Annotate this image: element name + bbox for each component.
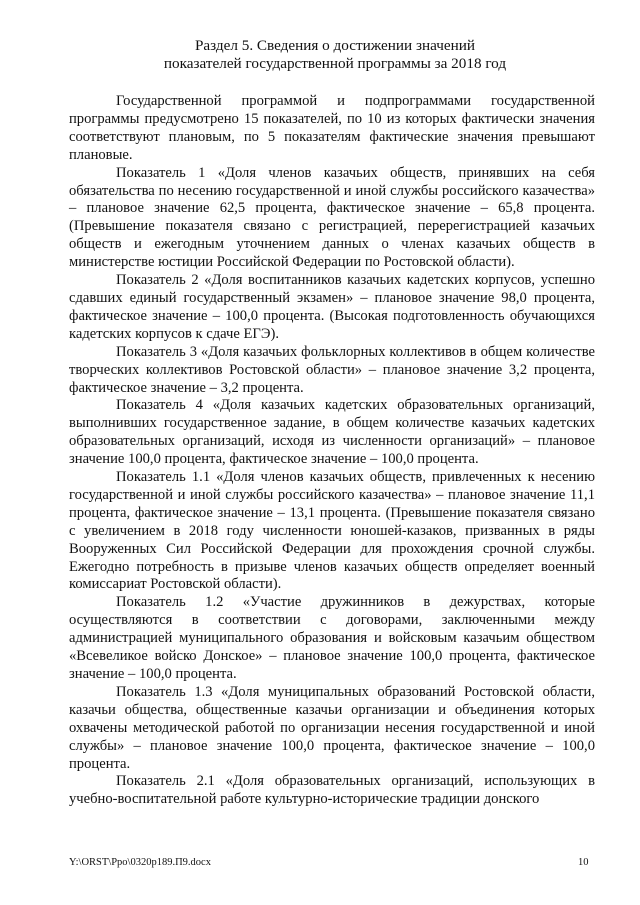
paragraph-indicator-1: Показатель 1 «Доля членов казачьих обществ, принявших на себя обязательства по несению государственной и иной службы российского казачества» – плановое значение 62,5 процента, фактическое значение – 65,8 процента. (Превышение показателя связано с регистрацией, перерегистрацией казачьих обществ и ежегодным уточнением данных о членах казачьих обществ в министерстве юстиции Российской Федерации по Ростовской области). bbox=[69, 164, 595, 271]
paragraph-indicator-1-2: Показатель 1.2 «Участие дружинников в дежурствах, которые осуществляются в соответствии с договорами, заключенными между администрацией муниципального образования и войсковым казачьим обществом «Всевеликое войско Донское» – плановое значение 100,0 процента, фактическое значение – 100,0 процента. bbox=[69, 594, 595, 682]
footer-file-path: Y:\ORST\Ppo\0320p189.П9.docx bbox=[69, 857, 211, 868]
paragraph-indicator-2: Показатель 2 «Доля воспитанников казачьих кадетских корпусов, успешно сдавших единый государственный экзамен» – плановое значение 98,0 процента, фактическое значение – 100,0 процента. (Высокая подготовленность обучающихся кадетских корпусов к сдаче ЕГЭ). bbox=[69, 272, 595, 342]
paragraph-indicator-1-1: Показатель 1.1 «Доля членов казачьих обществ, привлеченных к несению государственной и иной службы российского казачества» – плановое значение 11,1 процента, фактическое значение – 13,1 процента. (Превышение показателя связано с увеличением в 2018 году численности юношей-казаков, призванных в ряды Вооруженных Сил Российской Федерации для прохождения срочной службы. Ежегодно потребность в призыве членов казачьих обществ определяет военный комиссариат Ростовской области). bbox=[69, 469, 595, 593]
section-heading bbox=[70, 37, 600, 73]
section-heading-line-2: показателей государственной программы за 2018 год bbox=[163, 55, 507, 72]
document-body bbox=[69, 93, 595, 809]
paragraph-indicator-2-1: Показатель 2.1 «Доля образовательных организаций, использующих в учебно-воспитательной работе культурно-исторические традиции донского bbox=[69, 773, 595, 808]
paragraph-indicator-4: Показатель 4 «Доля казачьих кадетских образовательных организаций, выполнивших государственное задание, в общем количестве казачьих кадетских образовательных организаций, исходя из численности организаций» – плановое значение 100,0 процента, фактическое значение – 100,0 процента. bbox=[69, 397, 595, 468]
footer-page-number: 10 bbox=[578, 857, 589, 868]
paragraph-indicator-1-3: Показатель 1.3 «Доля муниципальных образований Ростовской области, казачьи общества, общественные казачьи организации и объединения которых охвачены методической работой по организации несения государственной и иной службы» – плановое значение 100,0 процента, фактическое значение – 100,0 процента. bbox=[69, 683, 595, 772]
paragraph-indicator-3: Показатель 3 «Доля казачьих фольклорных коллективов в общем количестве творческих коллективов Ростовской области» – плановое значение 3,2 процента, фактическое значение – 3,2 процента. bbox=[69, 343, 595, 396]
paragraph-intro: Государственной программой и подпрограммами государственной программы предусмотрено 15 показателей, по 10 из которых фактически значения соответствуют плановым, по 5 показателям фактические значения превышают плановые. bbox=[69, 93, 595, 163]
section-heading-line-1: Раздел 5. Сведения о достижении значений bbox=[194, 37, 476, 54]
